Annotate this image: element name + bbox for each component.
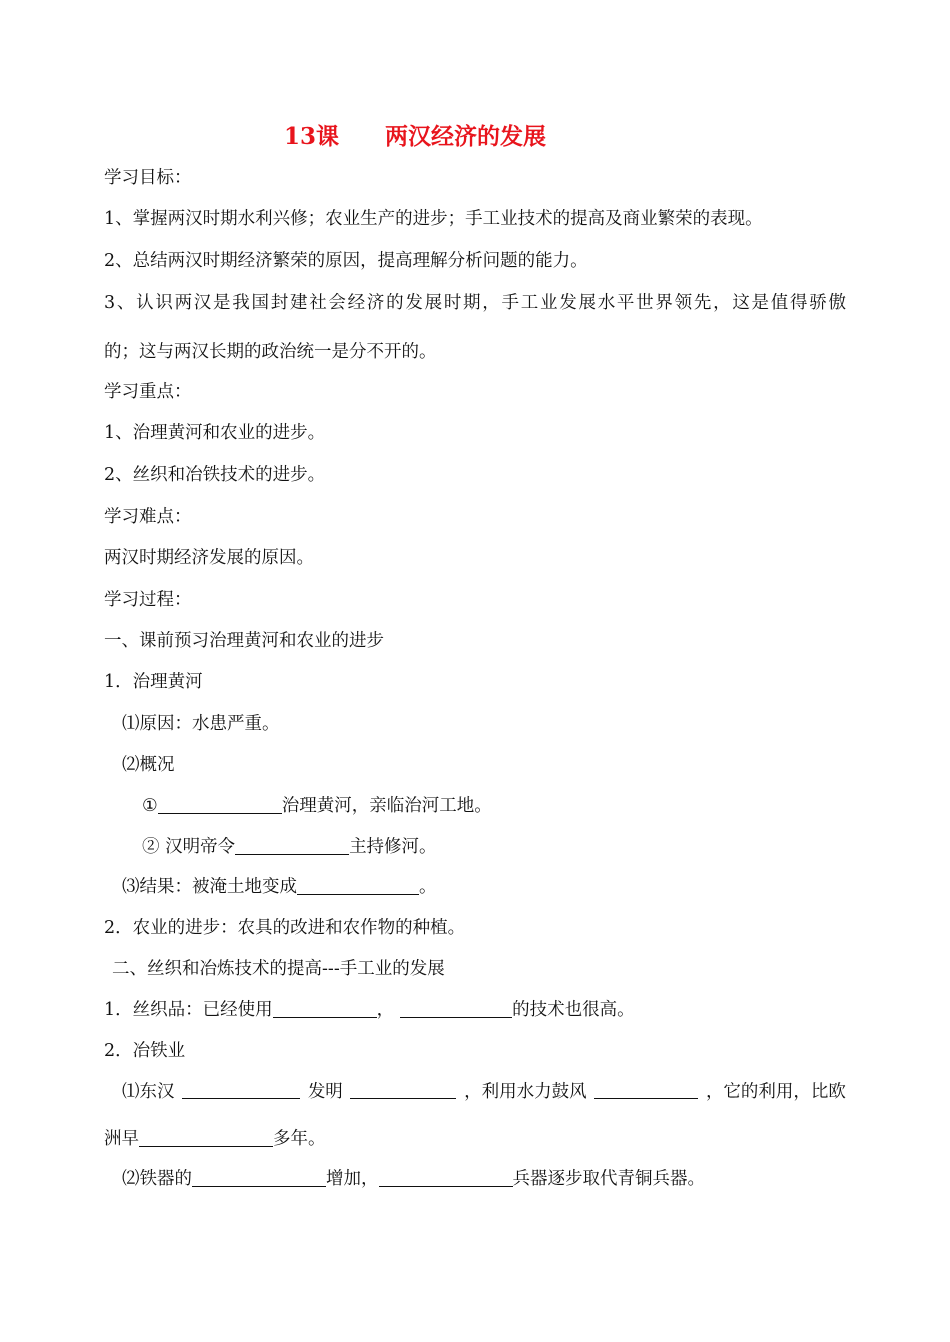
section-1-heading: 一、课前预习治理黄河和农业的进步: [104, 631, 384, 651]
iron-1-cont-suffix: 多年。: [273, 1129, 326, 1149]
difficulty-1: 两汉时期经济发展的原因。: [104, 548, 314, 568]
iron-1-cont-prefix: 洲早: [104, 1129, 139, 1149]
overview-point-1: [142, 794, 492, 818]
answer-blank[interactable]: [379, 1168, 513, 1187]
objective-3-cont: 的；这与两汉长期的政治统一是分不开的。: [104, 342, 437, 362]
result-prefix: ⑶结果：被淹土地变成: [122, 877, 297, 897]
answer-blank[interactable]: [182, 1080, 300, 1099]
key-points-heading: 学习重点：: [104, 382, 192, 402]
circled-number-1: ①: [142, 796, 158, 816]
iron-2-prefix: ⑵铁器的: [122, 1169, 192, 1189]
iron-1-suffix: ，它的利用，比欧: [705, 1082, 846, 1102]
silk-prefix: 1．丝织品：已经使用: [104, 1000, 273, 1020]
overview-point-2-text: 主持修河。: [349, 837, 437, 857]
answer-blank[interactable]: [158, 795, 282, 814]
item-overview: ⑵概况: [122, 755, 175, 775]
result-suffix: 。: [419, 877, 437, 897]
item-yellow-river: 1．治理黄河: [104, 672, 203, 692]
page-title: 13课 两汉经济的发展: [283, 123, 546, 150]
key-point-1: 1、治理黄河和农业的进步。: [104, 423, 326, 443]
iron-1-water-power: ，利用水力鼓风: [464, 1082, 587, 1102]
answer-blank[interactable]: [297, 876, 419, 895]
key-point-2: 2、丝织和冶铁技术的进步。: [104, 465, 326, 485]
iron-1-prefix: ⑴东汉: [122, 1082, 175, 1102]
overview-point-2: [142, 835, 437, 859]
iron-2-suffix: 兵器逐步取代青铜兵器。: [512, 1169, 705, 1189]
item-silk: [104, 998, 635, 1022]
answer-blank[interactable]: [350, 1080, 456, 1099]
answer-blank[interactable]: [273, 999, 377, 1018]
item-cause: ⑴原因：水患严重。: [122, 714, 280, 734]
objective-2: 2、总结两汉时期经济繁荣的原因，提高理解分析问题的能力。: [104, 251, 588, 271]
item-iron: 2．冶铁业: [104, 1041, 186, 1061]
answer-blank[interactable]: [400, 999, 512, 1018]
iron-2-mid: 增加，: [326, 1169, 379, 1189]
objective-1: 1、掌握两汉时期水利兴修；农业生产的进步；手工业技术的提高及商业繁荣的表现。: [104, 209, 763, 229]
answer-blank[interactable]: [594, 1080, 698, 1099]
answer-blank[interactable]: [139, 1128, 273, 1147]
process-heading: 学习过程：: [104, 590, 192, 610]
objectives-heading: 学习目标：: [104, 168, 192, 188]
iron-point-1-cont: [104, 1127, 326, 1151]
section-2-heading: 二、丝织和冶炼技术的提高---手工业的发展: [112, 959, 445, 979]
iron-1-invented: 发明: [307, 1082, 343, 1102]
item-result: [122, 875, 437, 899]
objective-3: 3、认识两汉是我国封建社会经济的发展时期，手工业发展水平世界领先，这是值得骄傲: [104, 293, 846, 313]
iron-point-2: [122, 1167, 705, 1191]
item-agriculture: 2．农业的进步：农具的改进和农作物的种植。: [104, 918, 466, 938]
iron-point-1: [122, 1080, 846, 1104]
overview-point-2-prefix: ② 汉明帝令: [142, 837, 236, 857]
silk-comma: ，: [376, 1000, 395, 1020]
answer-blank[interactable]: [235, 836, 349, 855]
silk-suffix: 的技术也很高。: [512, 1000, 635, 1020]
answer-blank[interactable]: [192, 1168, 326, 1187]
difficulty-heading: 学习难点：: [104, 507, 192, 527]
overview-point-1-text: 治理黄河，亲临治河工地。: [281, 796, 492, 816]
